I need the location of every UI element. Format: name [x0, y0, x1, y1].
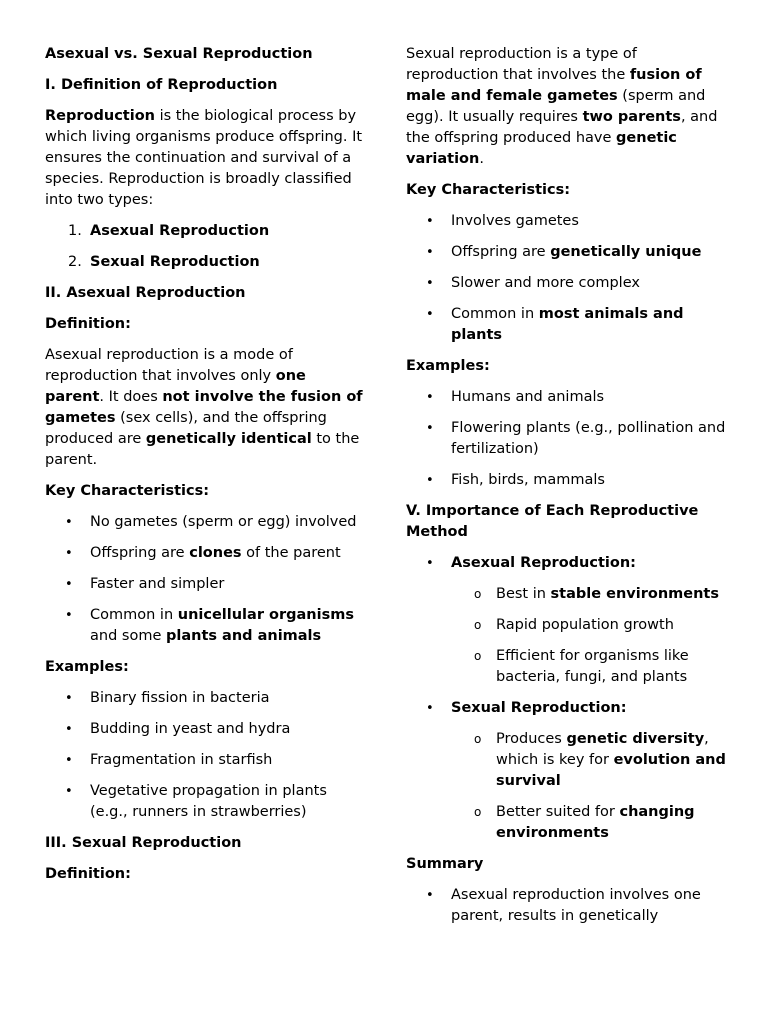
sexual-examples-heading: Examples:	[406, 358, 490, 374]
sub-list-item	[451, 615, 731, 636]
text-run: , and the offspring produced have	[406, 109, 718, 146]
sexual-key-heading: Key Characteristics:	[406, 182, 571, 198]
list-item-label: Sexual Reproduction:	[451, 700, 627, 716]
text-run: Vegetative propagation in plants (e.g., runners in strawberries)	[90, 783, 327, 820]
bold-term: most animals and plants	[451, 306, 684, 343]
text-run: No gametes (sperm or egg) involved	[90, 514, 357, 530]
bold-term: plants and animals	[165, 628, 322, 644]
text-run: Offspring are	[451, 244, 551, 260]
asexual-definition-heading: Definition:	[45, 316, 131, 332]
bullet-icon: •	[65, 546, 73, 561]
list-item	[45, 512, 365, 533]
list-item	[406, 698, 731, 844]
text-run: Asexual reproduction is a mode of reproduction that involves only	[45, 347, 293, 384]
bullet-icon: •	[426, 390, 434, 405]
text-run: .	[479, 151, 484, 167]
bullet-icon: •	[426, 421, 434, 436]
asexual-examples-heading: Examples:	[45, 659, 129, 675]
list-number: 2.	[68, 254, 82, 270]
bullet-icon: •	[65, 784, 73, 799]
list-item	[45, 750, 365, 771]
bold-term: changing environments	[496, 804, 695, 841]
asexual-examples-list	[45, 688, 365, 823]
sexual-importance-sublist	[451, 729, 731, 844]
circle-bullet-icon: o	[474, 649, 482, 663]
list-item	[45, 605, 365, 647]
text-run: Efficient for organisms like bacteria, fungi, and plants	[496, 648, 689, 685]
list-item	[45, 221, 365, 242]
bold-term: two parents	[582, 109, 681, 125]
left-column	[45, 44, 365, 895]
text-run: Common in	[451, 306, 539, 322]
text-run: Binary fission in bacteria	[90, 690, 270, 706]
list-item	[406, 470, 731, 491]
section-3-heading: III. Sexual Reproduction	[45, 835, 242, 851]
reproduction-definition-paragraph	[45, 106, 365, 211]
text-run: Offspring are	[90, 545, 190, 561]
text-run: is the biological process by which living organisms produce offspring. It ensures the continuation and survival of a species. Reproduction is broadly classified into two types:	[45, 108, 363, 208]
text-run: Common in	[90, 607, 178, 623]
text-run: Better suited for	[496, 804, 620, 820]
section-5-heading: V. Importance of Each Reproductive Method	[406, 503, 699, 540]
text-run: Flowering plants (e.g., pollination and fertilization)	[451, 420, 726, 457]
bullet-icon: •	[426, 556, 434, 571]
summary-list	[406, 885, 731, 927]
list-item	[45, 781, 365, 823]
bullet-icon: •	[65, 577, 73, 592]
sexual-definition-paragraph	[406, 44, 731, 170]
text-run: Budding in yeast and hydra	[90, 721, 291, 737]
bold-term: unicellular organisms	[177, 607, 354, 623]
text-run: to the parent.	[45, 431, 360, 468]
circle-bullet-icon: o	[474, 732, 482, 746]
text-run: and some	[90, 628, 166, 644]
list-item	[406, 885, 731, 927]
bold-term: genetically unique	[550, 244, 702, 260]
list-item	[45, 719, 365, 740]
text-run: Faster and simpler	[90, 576, 225, 592]
document-title: Asexual vs. Sexual Reproduction	[45, 46, 313, 62]
bold-term: genetically identical	[145, 431, 312, 447]
bullet-icon: •	[426, 307, 434, 322]
right-column	[406, 44, 731, 937]
text-run: (sex cells), and the offspring produced are	[45, 410, 327, 447]
bullet-icon: •	[426, 276, 434, 291]
sub-list-item	[451, 802, 731, 844]
list-item	[45, 574, 365, 595]
list-number: 1.	[68, 223, 82, 239]
list-item	[45, 543, 365, 564]
bold-term: clones	[189, 545, 242, 561]
list-item	[406, 304, 731, 346]
bullet-icon: •	[426, 245, 434, 260]
sub-list-item	[451, 584, 731, 605]
sexual-examples-list	[406, 387, 731, 491]
bold-term: genetic diversity	[566, 731, 705, 747]
text-run: , which is key for	[496, 731, 709, 768]
text-run: of the parent	[241, 545, 341, 561]
sexual-characteristics-list	[406, 211, 731, 346]
bold-term: stable environments	[550, 586, 719, 602]
text-run: Rapid population growth	[496, 617, 674, 633]
text-run: Humans and animals	[451, 389, 605, 405]
list-item	[406, 418, 731, 460]
bullet-icon: •	[65, 722, 73, 737]
section-2-heading: II. Asexual Reproduction	[45, 285, 246, 301]
list-item	[45, 252, 365, 273]
text-run: Involves gametes	[451, 213, 579, 229]
circle-bullet-icon: o	[474, 805, 482, 819]
asexual-key-heading: Key Characteristics:	[45, 483, 210, 499]
section-1-heading: I. Definition of Reproduction	[45, 77, 278, 93]
text-run: . It does	[99, 389, 163, 405]
list-item	[406, 211, 731, 232]
reproduction-types-list	[45, 221, 365, 273]
bullet-icon: •	[426, 701, 434, 716]
bold-term: Reproduction	[45, 108, 155, 124]
bullet-icon: •	[65, 691, 73, 706]
bold-term: not involve the fusion of gametes	[45, 389, 363, 426]
bullet-icon: •	[426, 214, 434, 229]
text-run: Produces	[496, 731, 567, 747]
list-item-label: Asexual Reproduction:	[451, 555, 636, 571]
circle-bullet-icon: o	[474, 587, 482, 601]
bullet-icon: •	[426, 888, 434, 903]
importance-list	[406, 553, 731, 844]
bullet-icon: •	[65, 515, 73, 530]
list-item	[45, 688, 365, 709]
bullet-icon: •	[426, 473, 434, 488]
text-run: Sexual reproduction is a type of reproduction that involves the	[406, 46, 637, 83]
summary-heading: Summary	[406, 856, 484, 872]
text-run: Fish, birds, mammals	[451, 472, 605, 488]
list-item	[406, 273, 731, 294]
text-run: (sperm and egg). It usually requires	[406, 88, 706, 125]
text-run: Best in	[496, 586, 551, 602]
asexual-importance-sublist	[451, 584, 731, 688]
bold-term: evolution and survival	[496, 752, 726, 789]
text-run: Fragmentation in starfish	[90, 752, 273, 768]
text-run: Asexual reproduction involves one parent, results in genetically	[451, 887, 701, 924]
list-item	[406, 553, 731, 688]
list-item	[406, 387, 731, 408]
list-item	[406, 242, 731, 263]
sub-list-item	[451, 729, 731, 792]
asexual-definition-paragraph	[45, 345, 365, 471]
circle-bullet-icon: o	[474, 618, 482, 632]
bullet-icon: •	[65, 608, 73, 623]
list-item-label: Sexual Reproduction	[90, 254, 260, 270]
text-run: Slower and more complex	[451, 275, 640, 291]
list-item-label: Asexual Reproduction	[90, 223, 270, 239]
bold-term: genetic variation	[406, 130, 677, 167]
sub-list-item	[451, 646, 731, 688]
bold-term: one parent	[45, 368, 306, 405]
bold-term: fusion of male and female gametes	[406, 67, 702, 104]
bullet-icon: •	[65, 753, 73, 768]
sexual-definition-heading: Definition:	[45, 866, 131, 882]
asexual-characteristics-list	[45, 512, 365, 647]
